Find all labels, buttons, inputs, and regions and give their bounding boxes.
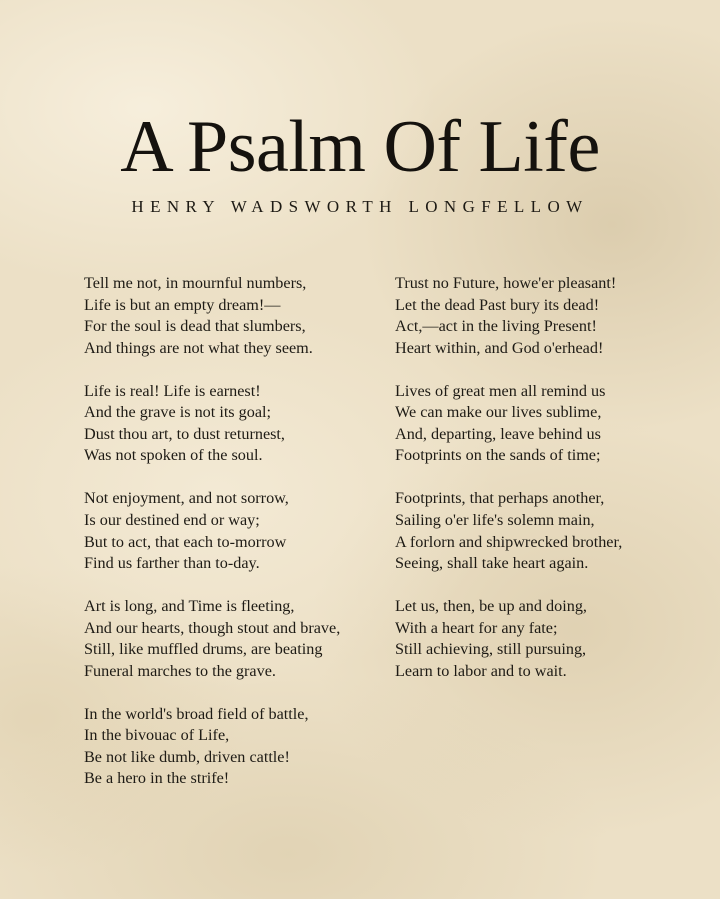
poem-line: Heart within, and God o'erhead! <box>395 338 604 357</box>
poem-line: Dust thou art, to dust returnest, <box>84 424 285 443</box>
poem-line: Let us, then, be up and doing, <box>395 597 587 616</box>
poem-line: Is our destined end or way; <box>84 510 260 529</box>
poem-line: Seeing, shall take heart again. <box>395 554 589 573</box>
poem-line: For the soul is dead that slumbers, <box>84 317 306 336</box>
poem-line: And our hearts, though stout and brave, <box>84 618 341 637</box>
poem-line: In the bivouac of Life, <box>84 726 230 745</box>
stanza <box>84 596 384 682</box>
stanza <box>395 273 715 359</box>
poem-line: Footprints on the sands of time; <box>395 446 601 465</box>
poem-line: Not enjoyment, and not sorrow, <box>84 489 289 508</box>
poem-line: Trust no Future, howe'er pleasant! <box>395 274 617 292</box>
stanza <box>395 381 715 467</box>
poem-line: Funeral marches to the grave. <box>84 661 276 680</box>
poem-line: Life is real! Life is earnest! <box>84 381 261 400</box>
poem-line: Life is but an empty dream!— <box>84 295 281 314</box>
poem-line: Be a hero in the strife! <box>84 769 230 788</box>
poem-title: A Psalm Of Life <box>120 106 600 188</box>
poem-column-right <box>395 273 715 704</box>
poem-line: Learn to labor and to wait. <box>395 661 567 680</box>
poem-column-left <box>84 273 384 811</box>
poem-line: But to act, that each to-morrow <box>84 532 287 551</box>
stanza <box>84 381 384 467</box>
poem-line: Still, like muffled drums, are beating <box>84 640 323 659</box>
poem-line: Lives of great men all remind us <box>395 381 606 400</box>
poem-line: Sailing o'er life's solemn main, <box>395 510 595 529</box>
poem-line: We can make our lives sublime, <box>395 403 602 422</box>
poem-line: A forlorn and shipwrecked brother, <box>395 532 623 551</box>
stanza <box>395 488 715 574</box>
poem-line: With a heart for any fate; <box>395 618 558 637</box>
poem-line: In the world's broad field of battle, <box>84 704 309 723</box>
poem-line: Art is long, and Time is fleeting, <box>84 597 295 616</box>
poem-line: And the grave is not its goal; <box>84 403 272 422</box>
poem-line: Act,—act in the living Present! <box>395 317 597 336</box>
poem-line: Let the dead Past bury its dead! <box>395 295 600 314</box>
poem-line: And things are not what they seem. <box>84 338 313 357</box>
poem-line: Footprints, that perhaps another, <box>395 489 605 508</box>
poem-line: Tell me not, in mournful numbers, <box>84 274 307 292</box>
poem-line: Be not like dumb, driven cattle! <box>84 747 290 766</box>
stanza <box>84 704 384 790</box>
stanza <box>395 596 715 682</box>
poem-line: And, departing, leave behind us <box>395 424 601 443</box>
poem-line: Find us farther than to-day. <box>84 554 260 573</box>
poem-line: Still achieving, still pursuing, <box>395 640 587 659</box>
stanza <box>84 273 384 359</box>
stanza <box>84 488 384 574</box>
poem-author: HENRY WADSWORTH LONGFELLOW <box>131 197 589 216</box>
poem-line: Was not spoken of the soul. <box>84 446 263 465</box>
